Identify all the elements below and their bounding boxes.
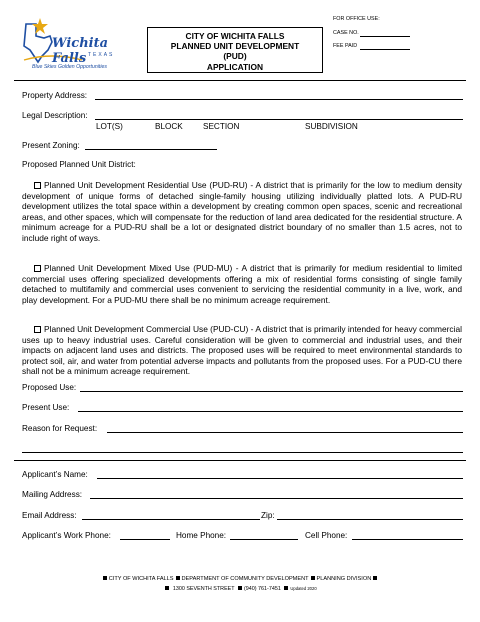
bullet-icon <box>373 576 377 580</box>
legal-description-field[interactable] <box>95 119 463 120</box>
zip-label: Zip: <box>261 511 275 520</box>
section-divider <box>14 460 466 461</box>
bullet-icon <box>103 576 107 580</box>
present-use-label: Present Use: <box>22 403 70 412</box>
proposed-district-label: Proposed Planned Unit District: <box>22 160 136 169</box>
form-title-box <box>147 27 323 73</box>
footer-division: PLANNING DIVISION <box>316 576 372 582</box>
subdivision-label: SUBDIVISION <box>305 122 358 131</box>
home-phone-field[interactable] <box>230 539 298 540</box>
footer-city: CITY OF WICHITA FALLS <box>108 576 174 582</box>
fee-paid-field[interactable] <box>360 49 410 50</box>
mailing-address-label: Mailing Address: <box>22 490 83 499</box>
office-use-heading: FOR OFFICE USE: <box>333 16 380 22</box>
lot-label: LOT(S) <box>96 122 123 131</box>
logo-name: Wichita Falls <box>52 36 109 66</box>
reason-field-line-2[interactable] <box>22 452 463 453</box>
logo-state: TEXAS <box>88 52 115 58</box>
pud-mu-checkbox[interactable] <box>34 265 41 272</box>
footer-updated: Updated 2020 <box>290 586 317 591</box>
footer-phone: (940) 761-7451 <box>243 586 281 592</box>
bullet-icon <box>176 576 180 580</box>
proposed-use-label: Proposed Use: <box>22 383 77 392</box>
pud-mu-text: Planned Unit Development Mixed Use (PUD-MU) - A district that is primarily for medium residential to limited commercial uses offering specialized developments offering a mix of residential forms consisting of single family detached to multifamily and commercial uses convenient to servicing the residential community in a live, work, and play development. For a PUD-MU there shall be no minimum acreage requirement. <box>22 263 462 305</box>
proposed-use-field[interactable] <box>80 391 463 392</box>
home-phone-label: Home Phone: <box>176 531 227 540</box>
applicant-name-field[interactable] <box>97 478 463 479</box>
option-pud-ru <box>22 180 462 244</box>
present-zoning-field[interactable] <box>85 149 217 150</box>
case-no-label: CASE NO. <box>333 30 359 36</box>
section-label: SECTION <box>203 122 240 131</box>
city-logo <box>22 16 134 76</box>
case-no-field[interactable] <box>360 36 410 37</box>
block-label: BLOCK <box>155 122 183 131</box>
applicant-name-label: Applicant’s Name: <box>22 470 88 479</box>
title-line-2: PLANNED UNIT DEVELOPMENT <box>170 41 300 52</box>
title-line-3: (PUD) <box>223 51 247 62</box>
pud-cu-checkbox[interactable] <box>34 326 41 333</box>
property-address-label: Property Address: <box>22 91 88 100</box>
option-pud-cu <box>22 324 462 377</box>
work-phone-field[interactable] <box>120 539 170 540</box>
email-label: Email Address: <box>22 511 77 520</box>
property-address-field[interactable] <box>95 99 463 100</box>
footer-address: 1300 SEVENTH STREET <box>172 586 235 592</box>
present-zoning-label: Present Zoning: <box>22 141 80 150</box>
fee-paid-label: FEE PAID <box>333 43 358 49</box>
pud-ru-text: Planned Unit Development Residential Use (PUD-RU) - A district that is primarily for the low to medium density development of unique forms of detached single-family housing utilizing individually platted lots. A PUD-RU development utilizes the total space within a development by creating common open spaces, scenic and recreational areas, and other spaces, which will compensate for the reduction of land area dedicated for the residential structure. A minimum acreage for a PUD-RU shall be a lot or designated district boundary of no smaller than 1.5 acres, not to include right of ways. <box>22 180 462 243</box>
legal-description-label: Legal Description: <box>22 111 88 120</box>
pud-ru-checkbox[interactable] <box>34 182 41 189</box>
bullet-icon <box>311 576 315 580</box>
logo-tagline: Blue Skies Golden Opportunities <box>32 64 107 70</box>
zip-field[interactable] <box>277 519 463 520</box>
cell-phone-field[interactable] <box>352 539 463 540</box>
bullet-icon <box>284 586 288 590</box>
reason-label: Reason for Request: <box>22 424 98 433</box>
footer-line-2 <box>0 586 480 592</box>
footer-line-1 <box>0 576 480 582</box>
reason-field[interactable] <box>107 432 463 433</box>
header-divider <box>14 80 466 81</box>
cell-phone-label: Cell Phone: <box>305 531 348 540</box>
present-use-field[interactable] <box>78 411 463 412</box>
bullet-icon <box>165 586 169 590</box>
option-pud-mu <box>22 263 462 305</box>
pud-cu-text: Planned Unit Development Commercial Use (PUD-CU) - A district that is primarily intended for heavy commercial uses up to heavy industrial uses. Careful consideration will be given to commercial and industrial uses, and their impacts on adjacent land uses and districts. The proposed uses will be required to meet environmental standards to protect soil, air, and water from potential adverse impacts and pollutants from the proposed uses. For a PUD-CU there shall not be a minimum acreage requirement. <box>22 324 462 377</box>
mailing-address-field[interactable] <box>90 498 463 499</box>
bullet-icon <box>238 586 242 590</box>
title-line-1: CITY OF WICHITA FALLS <box>185 31 285 41</box>
title-line-4: APPLICATION <box>206 61 264 72</box>
work-phone-label: Applicant’s Work Phone: <box>22 531 111 540</box>
email-field[interactable] <box>82 519 260 520</box>
footer-dept: DEPARTMENT OF COMMUNITY DEVELOPMENT <box>181 576 309 582</box>
